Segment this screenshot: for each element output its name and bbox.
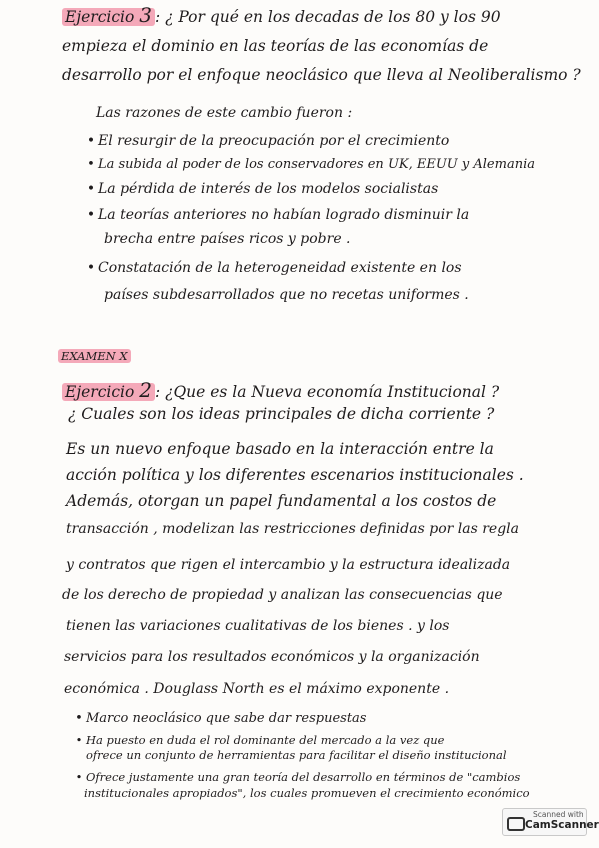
q3-bullet-5: • Constatación de la heterogeneidad existente en los: [86, 260, 462, 276]
q3-bullet-1: • El resurgir de la preocupación por el crecimiento: [86, 133, 450, 149]
q2-body-line-2: acción política y los diferentes escenarios institucionales .: [66, 466, 524, 484]
q2-body-line-1: Es un nuevo enfoque basado en la interacción entre la: [66, 440, 494, 458]
q2-heading-line-2: ¿ Cuales son los ideas principales de dicha corriente ?: [68, 405, 495, 423]
q2-bullet-2-cont: ofrece un conjunto de herramientas para facilitar el diseño institucional: [86, 748, 507, 762]
q2-body-line-9: económica . Douglass North es el máximo exponente .: [64, 681, 450, 697]
q2-bullet-3-cont: institucionales apropiados", los cuales promueven el crecimiento económico: [84, 786, 530, 800]
q2-bullet-1: • Marco neoclásico que sabe dar respuestas: [75, 711, 367, 726]
q3-bullet-5-cont: países subdesarrollados que no recetas uniformes .: [104, 287, 469, 303]
q3-label: Ejercicio 3: [62, 8, 155, 26]
q3-bullet-4-cont: brecha entre países ricos y pobre .: [104, 231, 351, 247]
scanner-brand: CamScanner: [525, 819, 599, 831]
q2-bullet-3: • Ofrece justamente una gran teoría del desarrollo en términos de "cambios: [75, 770, 521, 784]
q2-bullet-2: • Ha puesto en duda el rol dominante del mercado a la vez que: [75, 733, 445, 747]
q2-body-line-6: de los derecho de propiedad y analizan las consecuencias que: [62, 587, 503, 603]
q2-body-line-3: Además, otorgan un papel fundamental a los costos de: [66, 492, 497, 510]
q2-body-line-7: tienen las variaciones cualitativas de los bienes . y los: [66, 618, 450, 634]
q3-heading-line-3: desarrollo por el enfoque neoclásico que lleva al Neoliberalismo ?: [62, 66, 581, 84]
q3-bullet-3: • La pérdida de interés de los modelos socialistas: [86, 181, 439, 197]
scanner-caption: Scanned with: [533, 810, 584, 819]
q3-heading-line-2: empieza el dominio en las teorías de las economías de: [62, 37, 489, 55]
camscanner-logo-icon: [507, 817, 525, 831]
exam-label: EXAMEN X: [58, 347, 131, 365]
q2-body-line-4: transacción , modelizan las restricciones definidas por las regla: [66, 521, 519, 537]
q2-body-line-8: servicios para los resultados económicos y la organización: [64, 649, 480, 665]
q3-heading-line-1: Ejercicio 3 : ¿ Por qué en los decadas de los 80 y los 90: [62, 6, 501, 26]
camscanner-badge: [502, 808, 599, 836]
q3-bullet-2: • La subida al poder de los conservadores en UK, EEUU y Alemania: [87, 157, 535, 172]
q3-intro: Las razones de este cambio fueron :: [96, 105, 353, 121]
q3-bullet-4: • La teorías anteriores no habían logrado disminuir la: [86, 207, 470, 223]
q2-body-line-5: y contratos que rigen el intercambio y la estructura idealizada: [66, 557, 511, 573]
q2-label: Ejercicio 2: [62, 383, 155, 401]
q2-heading-line-1: Ejercicio 2 : ¿Que es la Nueva economía Institucional ?: [62, 381, 499, 401]
